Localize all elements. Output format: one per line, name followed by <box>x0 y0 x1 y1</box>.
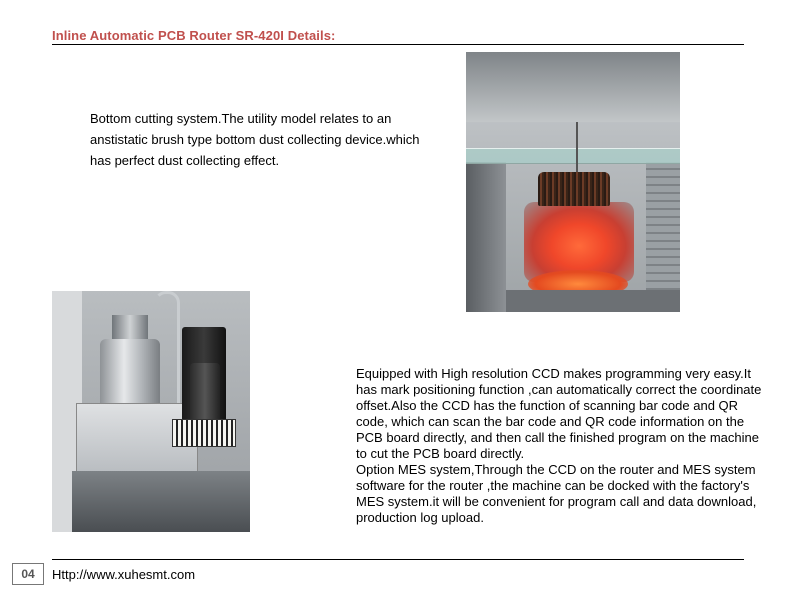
page-title: Inline Automatic PCB Router SR-420I Details: <box>52 28 336 43</box>
website-url[interactable]: Http://www.xuhesmt.com <box>52 567 196 582</box>
ccd-description <box>356 366 766 526</box>
brush-dust-collector-photo <box>466 52 680 312</box>
page-number: 04 <box>12 563 44 585</box>
mes-paragraph: Option MES system,Through the CCD on the router and MES system software for the router ,the machine can be docked with the factory's MES system.it will be convenient for program call and data download, production log upload. <box>356 462 757 525</box>
bottom-cutting-description: Bottom cutting system.The utility model relates to an anstistatic brush type bottom dust collecting device.which has perfect dust collecting effect. <box>90 111 420 168</box>
ccd-paragraph: Equipped with High resolution CCD makes programming very easy.It has mark positioning function ,can automatically correct the coordinate offset.Also the CCD has the function of scanning bar code and QR code, which can scan the bar code and QR code information on the PCB board directly, and then call the finished program on the machine to cut the PCB board directly. <box>356 366 762 461</box>
footer-divider <box>52 559 744 560</box>
title-divider <box>52 44 744 45</box>
spindle-ccd-photo <box>52 291 250 532</box>
